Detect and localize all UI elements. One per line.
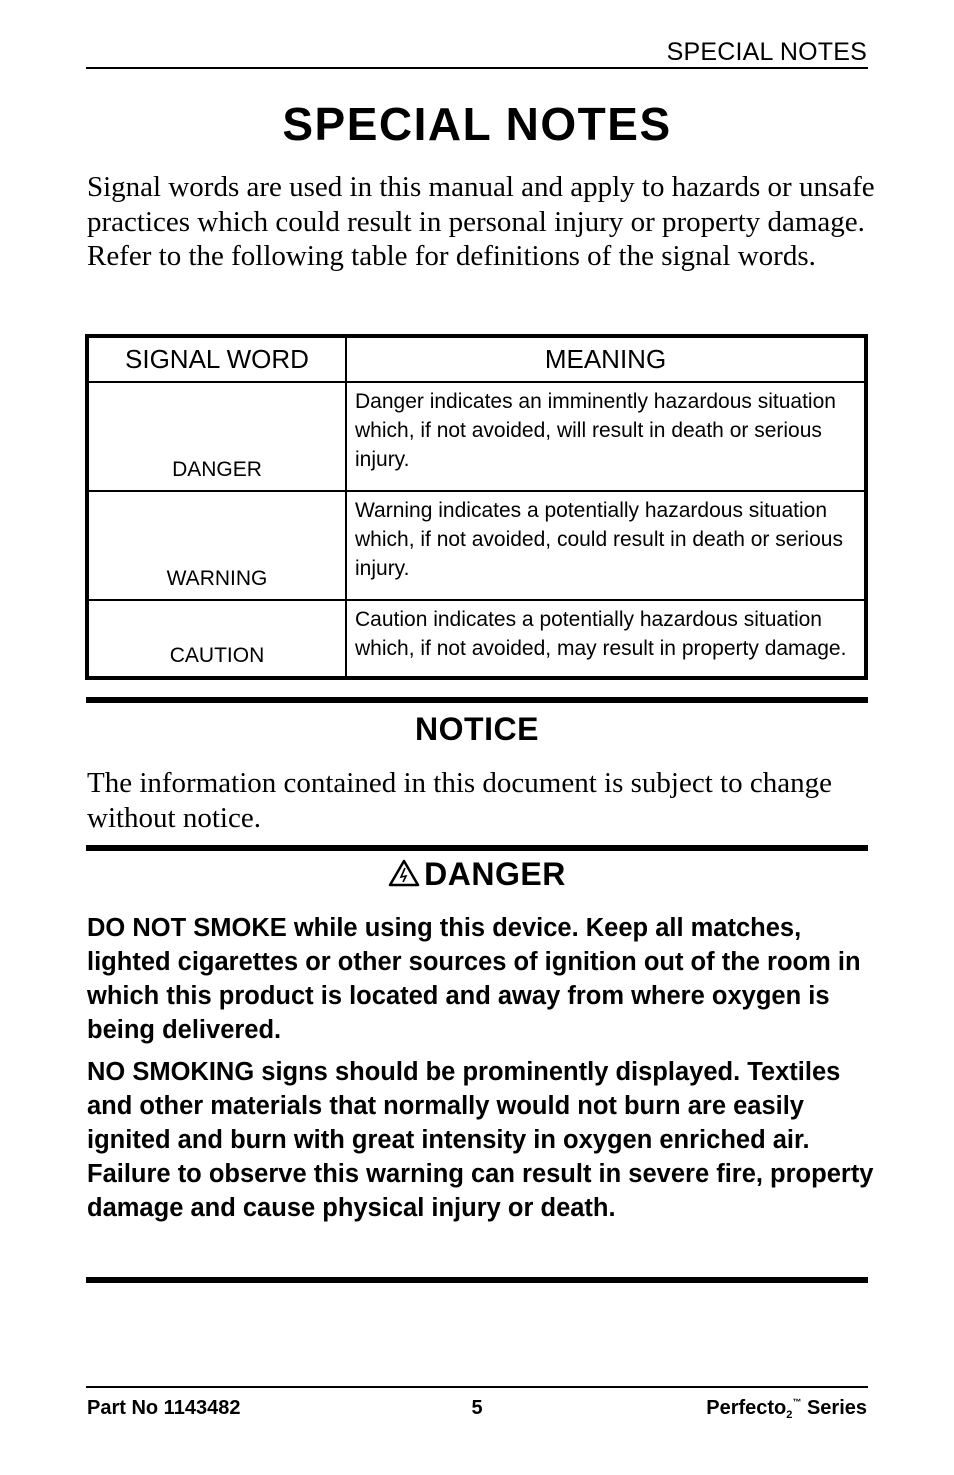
trademark-symbol: ™: [792, 1397, 802, 1407]
no-smoking-lead: NO SMOKING: [87, 1058, 255, 1086]
header-rule: [86, 67, 868, 69]
footer-page-number: 5: [471, 1397, 483, 1419]
footer-part-number: Part No 1143482: [87, 1397, 241, 1419]
danger-paragraph-1-text: while using this device. Keep all matches, lighted cigarettes or other sources of ignition out of the room in which this product is located and away from where oxygen is being delivered.: [87, 914, 861, 1044]
meaning-danger: Danger indicates an imminently hazardous situation which, if not avoided, will result in death or serious injury.: [346, 382, 866, 491]
table-header-row: [87, 336, 866, 382]
page-title: SPECIAL NOTES: [282, 98, 672, 150]
meaning-caution: Caution indicates a potentially hazardous situation which, if not avoided, may result in property damage.: [346, 600, 866, 678]
table-row: [87, 600, 866, 678]
footer-series: [706, 1397, 867, 1421]
series-suffix: Series: [801, 1397, 867, 1419]
danger-paragraph-1: [87, 911, 877, 1047]
notice-text: The information contained in this document is subject to change without notice.: [87, 767, 832, 834]
signal-word-caution: CAUTION: [87, 600, 346, 678]
danger-top-rule: [86, 845, 868, 851]
signal-word-table: [85, 334, 868, 680]
footer-rule: [86, 1386, 868, 1388]
intro-paragraph: Signal words are used in this manual and apply to hazards or unsafe practices which could result in personal injury or property damage. Refer to the following table for definitions of the signal words.: [87, 171, 875, 272]
do-not-smoke-lead: DO NOT SMOKE: [87, 914, 287, 942]
notice-top-rule: [86, 697, 868, 703]
column-header-meaning: MEANING: [346, 336, 866, 382]
meaning-warning: Warning indicates a potentially hazardous situation which, if not avoided, could result in death or serious injury.: [346, 491, 866, 600]
series-name: Perfecto: [706, 1397, 787, 1419]
danger-heading: [0, 856, 954, 893]
running-header: SPECIAL NOTES: [666, 38, 867, 66]
table-row: [87, 491, 866, 600]
danger-paragraph-2-text: signs should be prominently displayed. Textiles and other materials that normally would not burn are easily ignited and burn with great intensity in oxygen enriched air. Failure to observe this warning can result in severe fire, property damage and cause physical injury or death.: [87, 1058, 874, 1222]
danger-heading-label: DANGER: [424, 856, 566, 892]
signal-word-warning: WARNING: [87, 491, 346, 600]
danger-bottom-rule: [86, 1277, 868, 1283]
warning-triangle-icon: [388, 859, 420, 887]
notice-heading: NOTICE: [415, 711, 539, 747]
danger-paragraph-2: [87, 1055, 877, 1225]
series-subscript: 2: [786, 1409, 793, 1421]
column-header-signal-word: SIGNAL WORD: [87, 336, 346, 382]
signal-word-danger: DANGER: [87, 382, 346, 491]
table-row: [87, 382, 866, 491]
